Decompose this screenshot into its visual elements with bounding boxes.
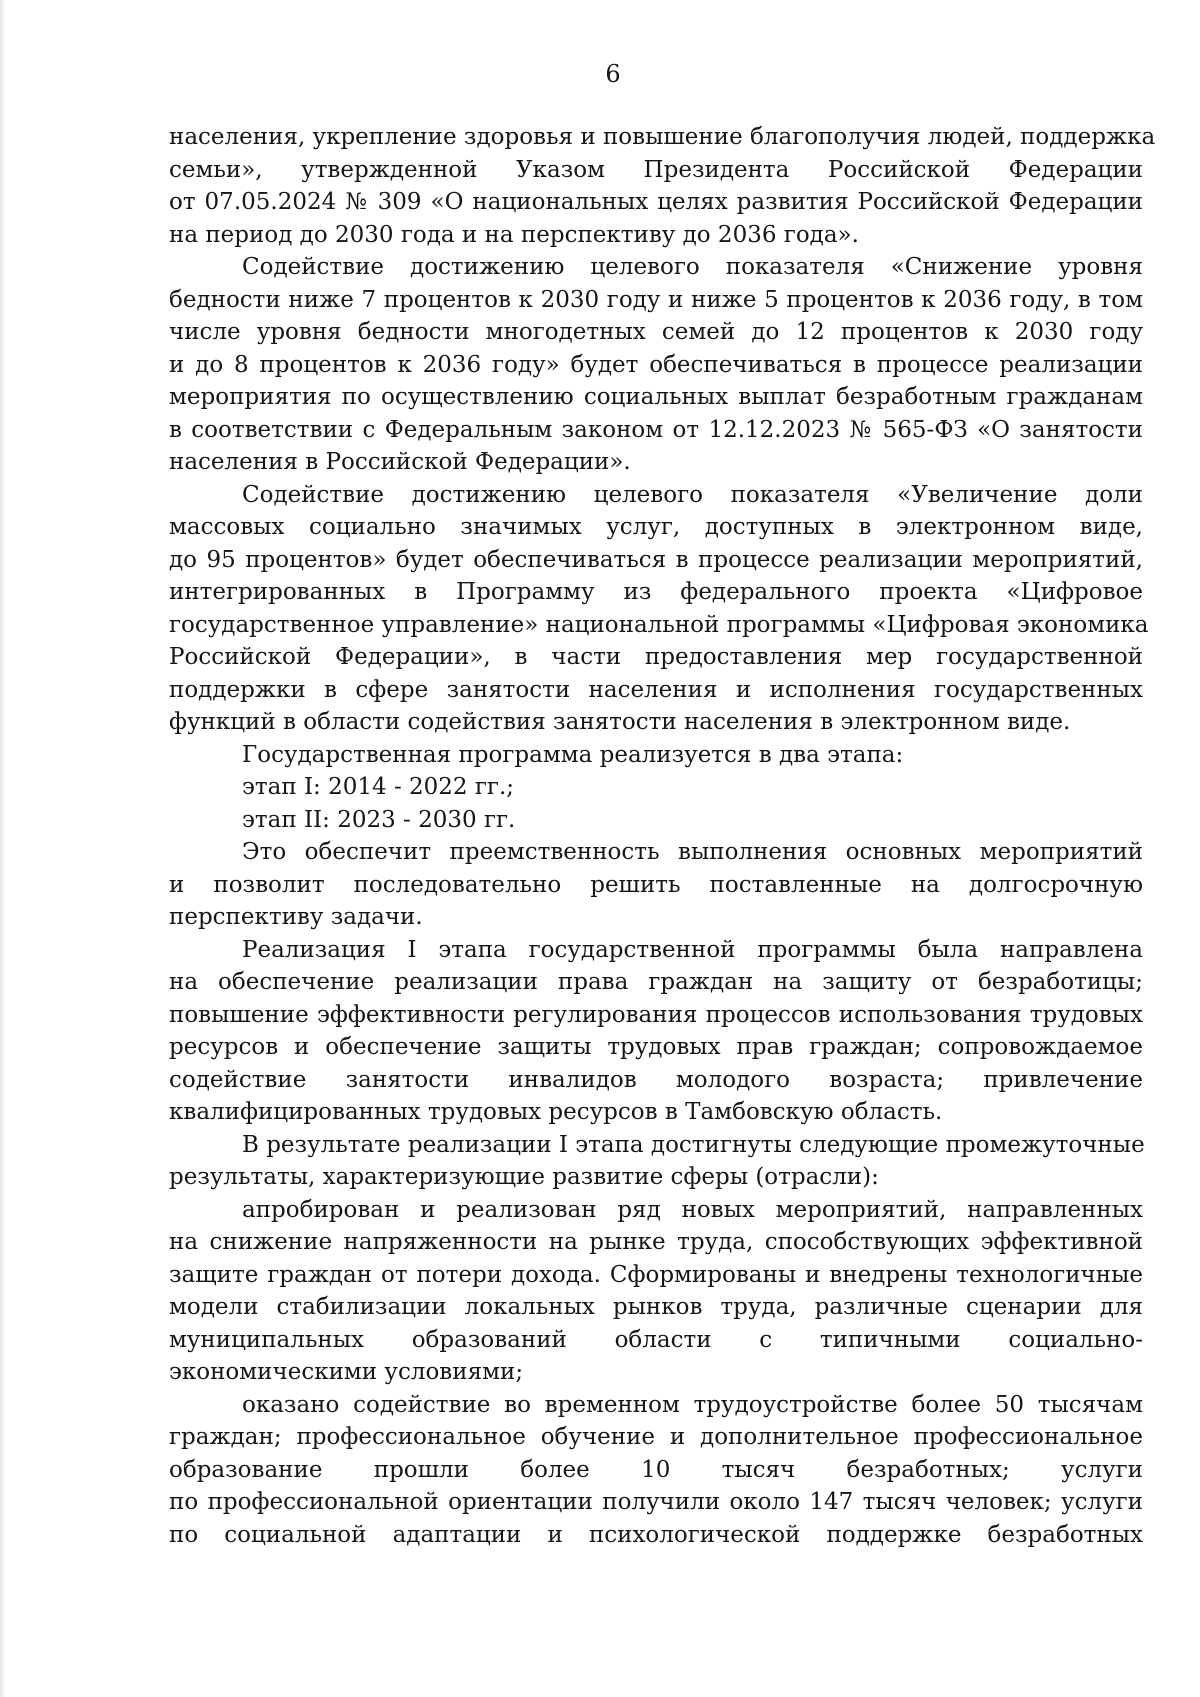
text-line: массовых социально значимых услуг, доступных в электронном виде, <box>169 514 1143 540</box>
text-line: мероприятия по осуществлению социальных выплат безработным гражданам <box>169 384 1143 410</box>
text-line: Содействие достижению целевого показателя «Снижение уровня <box>242 254 1143 280</box>
text-line: и позволит последовательно решить поставленные на долгосрочную <box>169 871 1143 898</box>
text-line: в соответствии с Федеральным законом от 12.12.2023 № 565-ФЗ «О занятости <box>169 416 1143 443</box>
text-line: граждан; профессиональное обучение и дополнительное профессиональное <box>169 1424 1143 1450</box>
text-line: на снижение напряженности на рынке труда, способствующих эффективной <box>169 1229 1143 1255</box>
text-line: муниципальных образований области с типичными социально- <box>169 1326 1143 1353</box>
text-line: содействие занятости инвалидов молодого возраста; привлечение <box>169 1066 1143 1093</box>
text-line: на период до 2030 года и на перспективу до 2036 года». <box>169 221 859 248</box>
text-line: Реализация I этапа государственной программы была направлена <box>242 936 1143 963</box>
text-line: функций в области содействия занятости населения в электронном виде. <box>169 709 1071 735</box>
text-line: населения в Российской Федерации». <box>169 449 631 475</box>
text-line: Российской Федерации», в части предоставления мер государственной <box>169 644 1143 670</box>
text-line: оказано содействие во временном трудоустройстве более 50 тысячам <box>242 1391 1143 1418</box>
text-line: от 07.05.2024 № 309 «О национальных целях развития Российской Федерации <box>169 189 1143 215</box>
text-line: модели стабилизации локальных рынков труда, различные сценарии для <box>169 1294 1143 1320</box>
text-line: результаты, характеризующие развитие сферы (отрасли): <box>169 1164 879 1190</box>
text-line: экономическими условиями; <box>169 1359 524 1385</box>
text-line: по профессиональной ориентации получили около 147 тысяч человек; услуги <box>169 1489 1143 1515</box>
text-line: на обеспечение реализации права граждан на защиту от безработицы; <box>169 969 1143 995</box>
text-line: Содействие достижению целевого показателя «Увеличение доли <box>242 481 1143 508</box>
text-line: защите граждан от потери дохода. Сформированы и внедрены технологичные <box>169 1261 1143 1288</box>
scan-edge <box>0 0 6 1697</box>
text-line: поддержки в сфере занятости населения и исполнения государственных <box>169 676 1143 703</box>
text-line: бедности ниже 7 процентов к 2030 году и ниже 5 процентов к 2036 году, в том <box>169 286 1143 313</box>
text-line: квалифицированных трудовых ресурсов в Тамбовскую область. <box>169 1099 943 1125</box>
text-line: этап I: 2014 - 2022 гг.; <box>242 774 515 800</box>
text-line: этап II: 2023 - 2030 гг. <box>242 806 516 833</box>
text-line: государственное управление» национальной программы «Цифровая экономика <box>169 611 1149 638</box>
text-line: повышение эффективности регулирования процессов использования трудовых <box>169 1001 1143 1028</box>
text-line: интегрированных в Программу из федерального проекта «Цифровое <box>169 579 1143 605</box>
text-line: по социальной адаптации и психологической поддержке безработных <box>169 1521 1143 1548</box>
text-line: перспективу задачи. <box>169 904 423 930</box>
text-line: В результате реализации I этапа достигнуты следующие промежуточные <box>242 1131 1145 1158</box>
page-number: 6 <box>605 60 621 88</box>
text-line: ресурсов и обеспечение защиты трудовых прав граждан; сопровождаемое <box>169 1034 1143 1060</box>
body-text <box>169 121 1156 1551</box>
text-line: числе уровня бедности многодетных семей до 12 процентов к 2030 году <box>169 319 1143 345</box>
text-line: и до 8 процентов к 2036 году» будет обеспечиваться в процессе реализации <box>169 351 1143 378</box>
text-line: Это обеспечит преемственность выполнения основных мероприятий <box>242 839 1143 865</box>
text-line: образование прошли более 10 тысяч безработных; услуги <box>169 1456 1143 1483</box>
text-line: населения, укрепление здоровья и повышение благополучия людей, поддержка <box>169 124 1156 150</box>
text-line: семьи», утвержденной Указом Президента Российской Федерации <box>169 156 1143 183</box>
text-line: апробирован и реализован ряд новых мероприятий, направленных <box>242 1196 1143 1223</box>
text-line: Государственная программа реализуется в два этапа: <box>242 741 904 768</box>
text-line: до 95 процентов» будет обеспечиваться в процессе реализации мероприятий, <box>169 546 1143 573</box>
